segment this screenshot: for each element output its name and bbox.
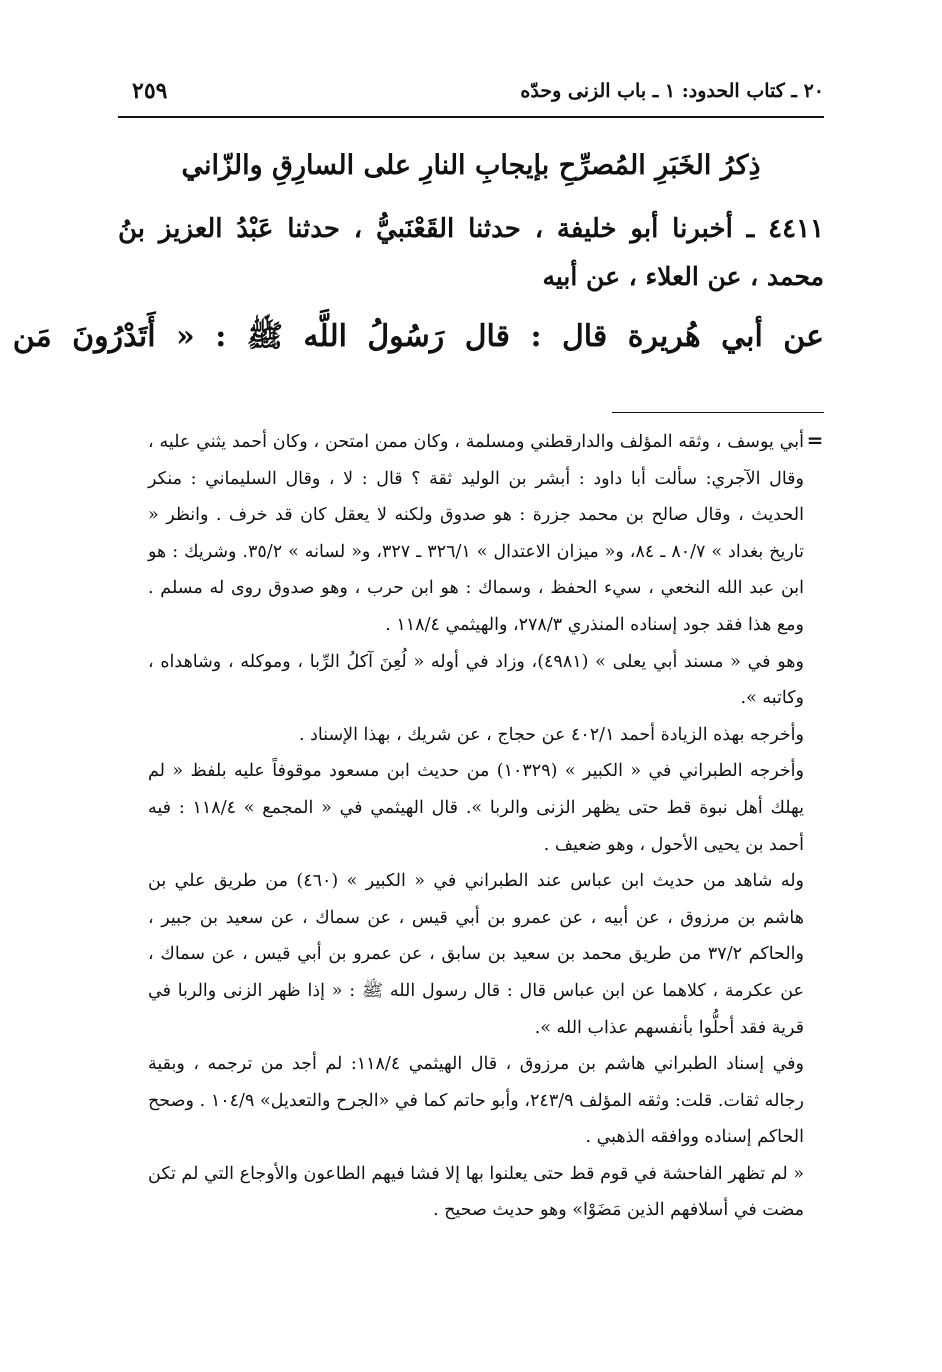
- running-header: ٢٠ ـ كتاب الحدود: ١ ـ باب الزنى وحدّه: [520, 80, 824, 102]
- footnotes: [148, 424, 804, 1229]
- continuation-mark: =: [806, 428, 824, 452]
- page-number: ٢٥٩: [132, 78, 168, 104]
- header-rule: [118, 116, 824, 118]
- footnote-paragraph: أبي يوسف ، وثقه المؤلف والدارقطني ومسلمة ، وكان ممن امتحن ، وكان أحمد يثني عليه ، وقال الآجري: سألت أبا داود : أبشر بن الوليد ثقة ؟ قال : لا ، وقال السليماني : منكر الحديث ، وقال صالح بن محمد جزرة : هو صدوق ولكنه لا يعقل كان قد خرف . وانظر « تاريخ بغداد » ٨٠/٧ ـ ٨٤، و« ميزان الاعتدال » ٣٢٦/١ ـ ٣٢٧، و« لسانه » ٣٥/٢. وشريك : هو ابن عبد الله النخعي ، سيء الحفظ ، وسماك : هو ابن حرب ، وهو صدوق روى له مسلم . ومع هذا فقد جود إسناده المنذري ٢٧٨/٣، والهيثمي ١١٨/٤ .: [148, 432, 804, 635]
- footnote-paragraph: وأخرجه الطبراني في « الكبير » (١٠٣٢٩) من حديث ابن مسعود موقوفاً عليه بلفظ « لم يهلك أهل نبوة قط حتى يظهر الزنى والربا ». قال الهيثمي في « المجمع » ١١٨/٤ : فيه أحمد بن يحيى الأحول ، وهو ضعيف .: [148, 761, 804, 855]
- footnote-paragraph: وفي إسناد الطبراني هاشم بن مرزوق ، قال الهيثمي ١١٨/٤: لم أجد من ترجمه ، وبقية رجاله ثقات. قلت: وثقه المؤلف ٢٤٣/٩، وأبو حاتم كما في «الجرح والتعديل» ١٠٤/٩ . وصحح الحاكم إسناده ووافقه الذهبي .: [148, 1054, 804, 1148]
- footnote-paragraph: وهو في « مسند أبي يعلى » (٤٩٨١)، وزاد في أوله « لُعِنَ آكلُ الرِّبا ، وموكله ، وشاهداه ، وكاتبه ».: [148, 651, 804, 709]
- hadith-line-1: ٤٤١١ ـ أخبرنا أبو خليفة ، حدثنا القَعْنَبيُّ ، حدثنا عَبْدُ العزيز بنُ: [118, 214, 824, 244]
- section-title: ذِكرُ الخَبَرِ المُصرِّحِ بإيجابِ النارِ على السارِقِ والزّاني: [181, 150, 761, 181]
- hadith-line-2: محمد ، عن العلاء ، عن أبيه: [542, 262, 824, 291]
- footnote-paragraph: وله شاهد من حديث ابن عباس عند الطبراني في « الكبير » (٤٦٠) من طريق علي بن هاشم بن مرزوق ، عن أبيه ، عن عمرو بن أبي قيس ، عن سماك ، عن سعيد بن جبير ، والحاكم ٣٧/٢ من طريق محمد بن سعيد بن سابق ، عن عمرو بن أبي قيس ، عن سماك ، عن عكرمة ، كلاهما عن ابن عباس قال : قال رسول الله ﷺ : « إذا ظهر الزنى والربا في قرية فقد أحلُّوا بأنفسهم عذاب الله ».: [148, 871, 804, 1038]
- footnote-paragraph: وأخرجه بهذه الزيادة أحمد ٤٠٢/١ عن حجاج ، عن شريك ، بهذا الإسناد .: [298, 724, 804, 745]
- hadith-line-3: عن أبي هُريرة قال : قال رَسُولُ اللَّه ﷺ : « أَتَدْرُونَ مَن: [12, 319, 824, 354]
- footnote-rule: [612, 412, 824, 413]
- footnote-paragraph: « لم تظهر الفاحشة في قوم قط حتى يعلنوا بها إلا فشا فيهم الطاعون والأوجاع التي لم تكن مضت في أسلافهم الذين مَضَوْا» وهو حديث صحيح .: [148, 1163, 804, 1221]
